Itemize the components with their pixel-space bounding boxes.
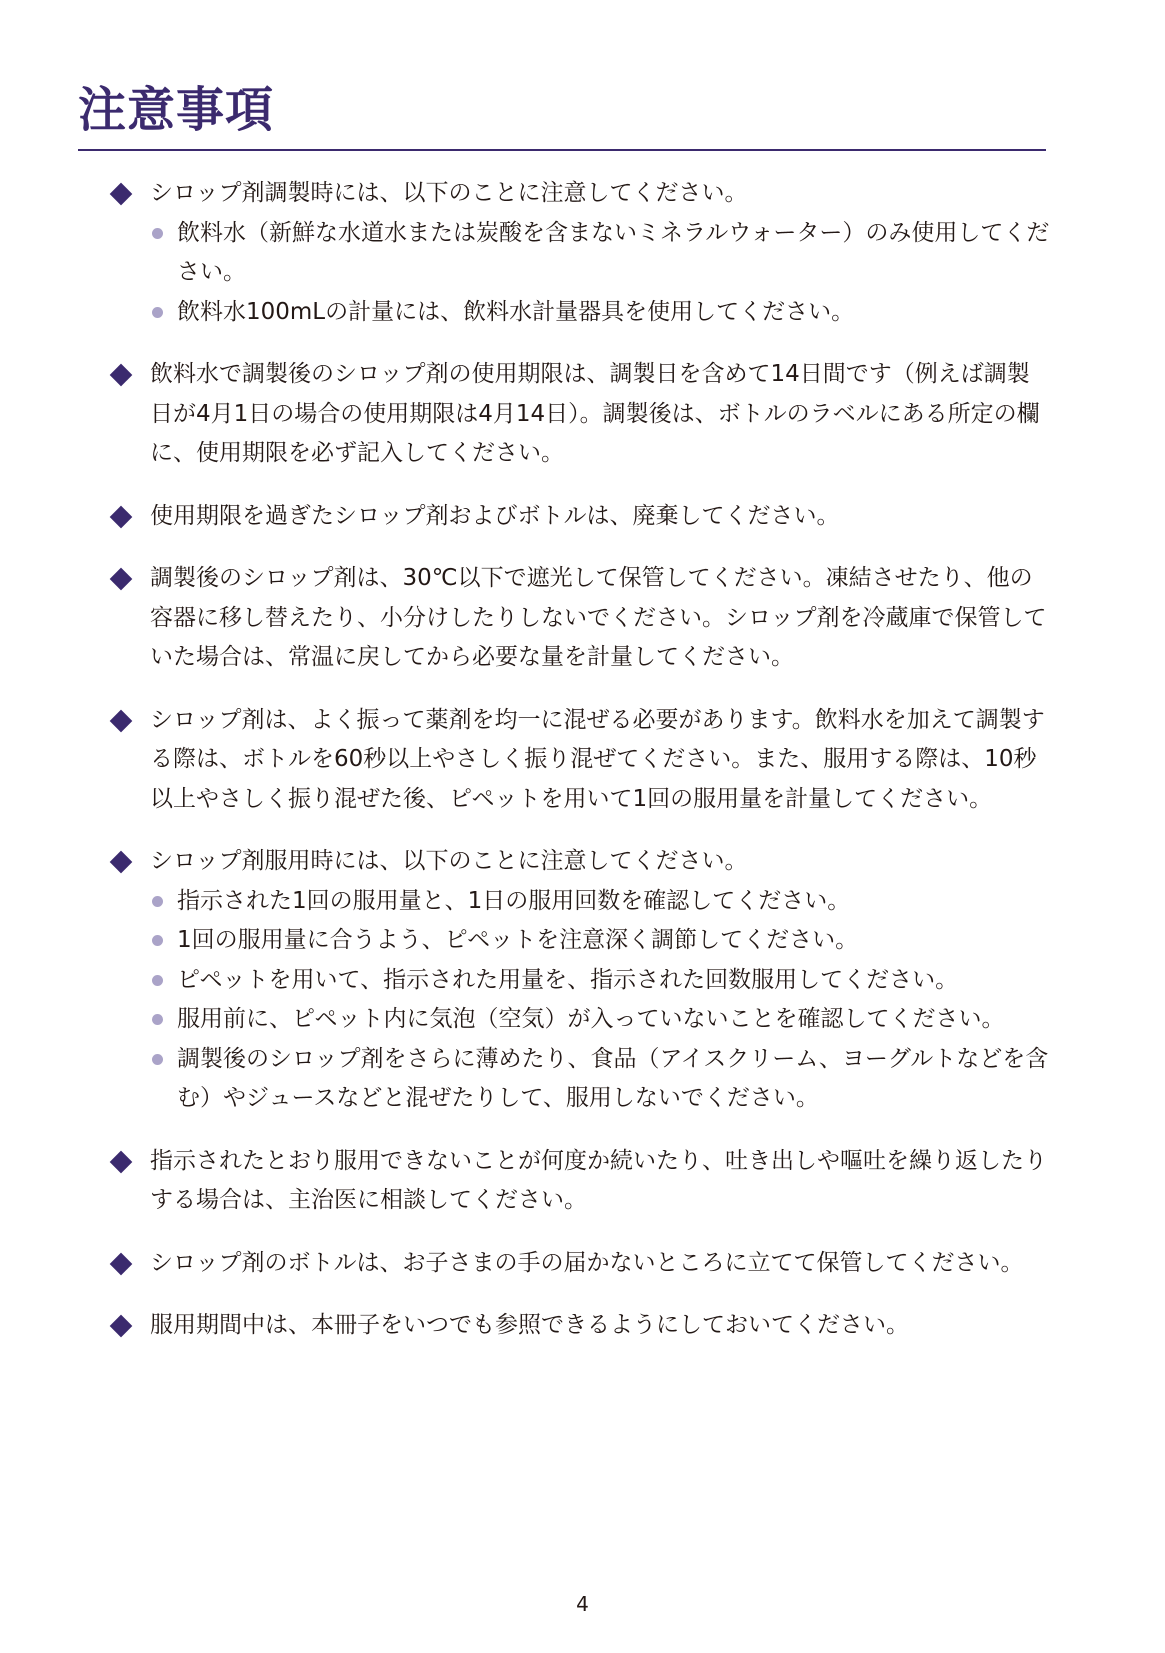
sub-item-text: ピペットを用いて、指示された用量を、指示された回数服用してください。 xyxy=(177,966,959,993)
dot-bullet-icon xyxy=(152,228,163,239)
diamond-bullet-icon xyxy=(110,1252,133,1275)
sub-item xyxy=(150,921,1050,961)
dot-bullet-icon xyxy=(152,1014,163,1025)
diamond-bullet-icon xyxy=(110,183,133,206)
note-text: シロップ剤のボトルは、お子さまの手の届かないところに立てて保管してください。 xyxy=(150,1249,1024,1276)
sub-item-text: 飲料水（新鮮な水道水または炭酸を含まないミネラルウォーター）のみ使用してください。 xyxy=(177,219,1050,285)
diamond-bullet-icon xyxy=(110,851,133,874)
sub-item-text: 飲料水100mLの計量には、飲料水計量器具を使用してください。 xyxy=(177,298,855,325)
diamond-bullet-icon xyxy=(110,1150,133,1173)
note-item xyxy=(110,355,1050,474)
note-item xyxy=(110,1142,1050,1221)
diamond-bullet-icon xyxy=(110,568,133,591)
sub-list xyxy=(150,214,1050,333)
sub-item xyxy=(150,214,1050,293)
note-item xyxy=(110,701,1050,820)
note-item xyxy=(110,174,1050,332)
sub-item-text: 調製後のシロップ剤をさらに薄めたり、食品（アイスクリーム、ヨーグルトなどを含む）やジュースなどと混ぜたりして、服用しないでください。 xyxy=(177,1045,1049,1111)
precautions-list xyxy=(110,174,1050,1369)
note-item xyxy=(110,497,1050,537)
note-text: シロップ剤は、よく振って薬剤を均一に混ぜる必要があります。飲料水を加えて調製する際は、ボトルを60秒以上やさしく振り混ぜてください。また、服用する際は、10秒以上やさしく振り混ぜた後、ピペットを用いて1回の服用量を計量してください。 xyxy=(150,706,1045,812)
sub-item xyxy=(150,1000,1050,1040)
dot-bullet-icon xyxy=(152,1054,163,1065)
sub-list xyxy=(150,882,1050,1119)
sub-item-text: 服用前に、ピペット内に気泡（空気）が入っていないことを確認してください。 xyxy=(177,1006,1005,1032)
sub-item-text: 指示された1回の服用量と、1日の服用回数を確認してください。 xyxy=(177,887,851,914)
sub-item xyxy=(150,882,1050,922)
page-title: 注意事項 xyxy=(78,82,275,138)
dot-bullet-icon xyxy=(152,307,163,318)
note-text: 飲料水で調製後のシロップ剤の使用期限は、調製日を含めて14日間です（例えば調製日が4月1日の場合の使用期限は4月14日）。調製後は、ボトルのラベルにある所定の欄に、使用期限を必ず記入してください。 xyxy=(150,361,1040,466)
dot-bullet-icon xyxy=(152,975,163,986)
note-text: シロップ剤調製時には、以下のことに注意してください。 xyxy=(150,180,748,206)
diamond-bullet-icon xyxy=(110,709,133,732)
note-text: 服用期間中は、本冊子をいつでも参照できるようにしておいてください。 xyxy=(150,1312,909,1338)
page-number: 4 xyxy=(576,1592,589,1616)
sub-item xyxy=(150,1040,1050,1119)
diamond-bullet-icon xyxy=(110,364,133,387)
title-divider xyxy=(78,149,1046,151)
sub-item xyxy=(150,961,1050,1001)
note-item xyxy=(110,559,1050,678)
dot-bullet-icon xyxy=(152,896,163,907)
diamond-bullet-icon xyxy=(110,505,133,528)
note-text: 調製後のシロップ剤は、30℃以下で遮光して保管してください。凍結させたり、他の容器に移し替えたり、小分けしたりしないでください。シロップ剤を冷蔵庫で保管していた場合は、常温に戻してから必要な量を計量してください。 xyxy=(150,565,1047,670)
sub-item-text: 1回の服用量に合うよう、ピペットを注意深く調節してください。 xyxy=(177,927,859,953)
note-text: 使用期限を過ぎたシロップ剤およびボトルは、廃棄してください。 xyxy=(150,502,840,529)
note-item xyxy=(110,1244,1050,1284)
note-item xyxy=(110,842,1050,1119)
note-text: 指示されたとおり服用できないことが何度か続いたり、吐き出しや嘔吐を繰り返したりする場合は、主治医に相談してください。 xyxy=(150,1147,1047,1213)
note-text: シロップ剤服用時には、以下のことに注意してください。 xyxy=(150,848,748,874)
dot-bullet-icon xyxy=(152,935,163,946)
note-item xyxy=(110,1306,1050,1346)
sub-item xyxy=(150,293,1050,333)
diamond-bullet-icon xyxy=(110,1315,133,1338)
